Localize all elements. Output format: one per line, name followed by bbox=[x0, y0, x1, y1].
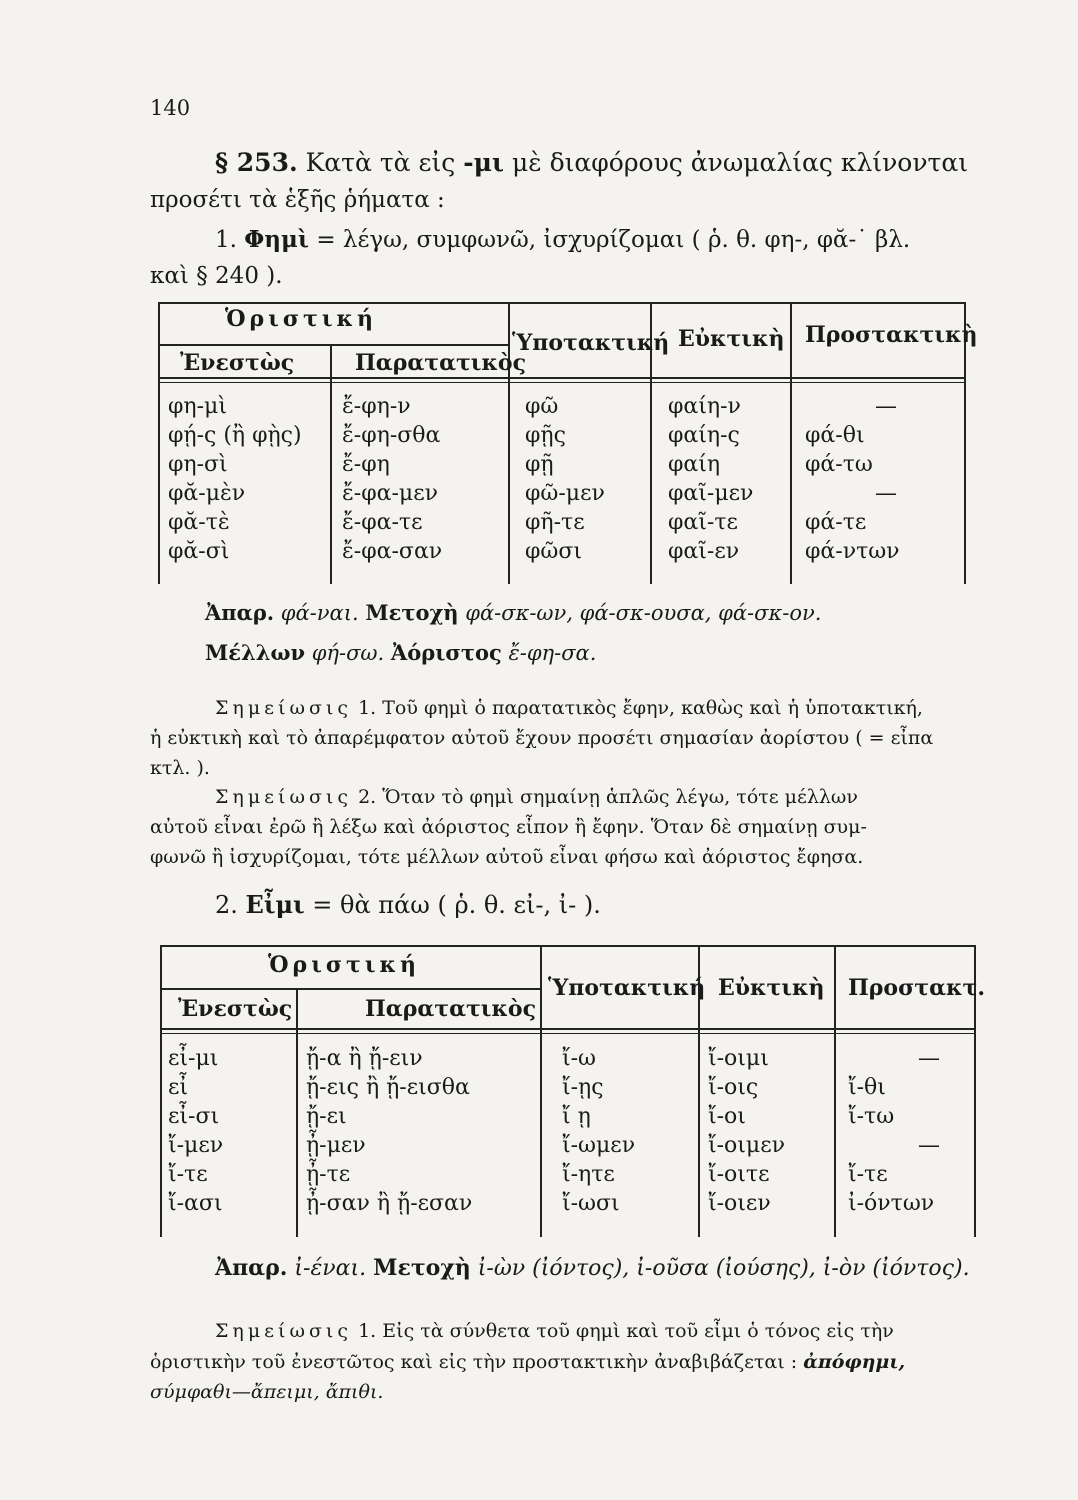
table2-cell: εἶ bbox=[168, 1075, 189, 1100]
verb1-gloss-line2: καὶ § 240 ). bbox=[150, 263, 283, 289]
section-intro-b: μὲ διαφόρους ἀνωμαλίας κλίνονται bbox=[511, 148, 969, 177]
table1-cell: φαίη bbox=[668, 452, 721, 477]
verb1-mellon-label: Μέλλων bbox=[205, 640, 306, 665]
notes1-n2-num: 2. bbox=[358, 786, 377, 808]
verb2-gloss: = θὰ πάω ( ῥ. θ. εἰ-, ἰ- ). bbox=[312, 891, 601, 919]
notes1-n2-line3: φωνῶ ἢ ἰσχυρίζομαι, τότε μέλλων αὐτοῦ εἶναι φήσω καὶ ἀόριστος ἔφησα. bbox=[150, 846, 864, 868]
table2-cell: ἴ-ωσι bbox=[562, 1191, 620, 1216]
table2-cell: ἴ-ωμεν bbox=[562, 1133, 636, 1158]
notes1-label-2: Σημείωσις bbox=[215, 786, 353, 808]
verb1-aoristos-label: Ἀόριστος bbox=[390, 640, 502, 665]
table1-header-enestos: Ἐνεστὼς bbox=[180, 350, 295, 376]
notes2-n1-examples: ἀπόφημι, bbox=[803, 1351, 906, 1373]
table1-cell: ἔ-φη-ν bbox=[342, 394, 411, 419]
table1-cell: ἔ-φη-σθα bbox=[342, 423, 441, 448]
table1-cell: ἔ-φα-τε bbox=[342, 510, 423, 535]
table1-header-euktiki: Εὐκτικὴ bbox=[678, 326, 785, 352]
table1-cell: φά-τε bbox=[805, 510, 867, 535]
notes2-n1-line1 bbox=[215, 1320, 894, 1342]
table2-cell: ἴ-ω bbox=[562, 1046, 596, 1071]
verb1-gloss: = λέγω, συμφωνῶ, ἰσχυρίζομαι ( ῥ. θ. φη-, φᾰ-˙ βλ. bbox=[316, 227, 911, 253]
notes1-n2-text1: Ὅταν τὸ φημὶ σημαίνῃ ἁπλῶς λέγω, τότε μέλλων bbox=[382, 786, 858, 808]
table1-cell: φαῖ-μεν bbox=[668, 481, 754, 506]
section-intro-a: Κατὰ τὰ εἰς bbox=[305, 148, 456, 177]
table1-cell: φά-θι bbox=[805, 423, 865, 448]
notes2-n1-text2: ὁριστικὴν τοῦ ἐνεστῶτος καὶ εἰς τὴν προστακτικὴν ἀναβιβάζεται : bbox=[150, 1351, 798, 1373]
table1-cell: φῶ bbox=[525, 394, 559, 419]
notes1-n1-text1: Τοῦ φημὶ ὁ παρατατικὸς ἔφην, καθὼς καὶ ἡ ὑποτακτική, bbox=[382, 697, 923, 719]
table2-cell: ᾖ-μεν bbox=[306, 1133, 366, 1158]
table1-cell: φῄ-ς (ἢ φῂς) bbox=[168, 423, 302, 448]
table2-cell: ἴ-οι bbox=[708, 1104, 746, 1129]
table2-cell: ᾖ-σαν ἢ ᾔ-εσαν bbox=[306, 1191, 473, 1216]
notes1-n1-line3: κτλ. ). bbox=[150, 757, 210, 779]
table1-cell: φαίη-ν bbox=[668, 394, 741, 419]
verb2-apar-label: Ἀπαρ. bbox=[215, 1255, 288, 1281]
verb2-apar: ἰ-έναι. bbox=[294, 1256, 367, 1281]
section-intro-line2: προσέτι τὰ ἑξῆς ῥήματα : bbox=[150, 187, 445, 213]
table2-cell: ἴ-οιμι bbox=[708, 1046, 769, 1071]
table1-cell: φη-μὶ bbox=[168, 394, 227, 419]
table2-cell: ᾖ-τε bbox=[306, 1162, 351, 1187]
table2-cell: ἴ-οιεν bbox=[708, 1191, 771, 1216]
verb2-metoxi: ἰ-ὼν (ἰόντος), ἰ-οῦσα (ἰούσης), ἰ-ὸν (ἰόντος). bbox=[477, 1256, 970, 1281]
table1-header-paratatikos: Παρατατικὸς bbox=[355, 350, 527, 376]
table1-cell: — bbox=[875, 481, 897, 506]
table2-cell: ἴ-οιτε bbox=[708, 1162, 770, 1187]
table2-cell: ἴ-θι bbox=[848, 1075, 886, 1100]
verb1-metoxi: φά-σκ-ων, φά-σκ-ουσα, φά-σκ-ον. bbox=[465, 601, 822, 625]
table1-cell: ἔ-φα-σαν bbox=[342, 539, 443, 564]
table1-cell: — bbox=[875, 394, 897, 419]
table2-cell: ἴ ῃ bbox=[562, 1104, 591, 1129]
table1-cell: φᾰ-μὲν bbox=[168, 481, 246, 506]
table2-header-prostakt: Προστακτ. bbox=[848, 975, 985, 1001]
table2-cell: ἴ-οις bbox=[708, 1075, 759, 1100]
table1-cell: φᾰ-σὶ bbox=[168, 539, 230, 564]
verb2-metoxi-label: Μετοχὴ bbox=[373, 1255, 471, 1281]
section-number: § 253. bbox=[215, 148, 298, 177]
table1-cell: φᾰ-τὲ bbox=[168, 510, 230, 535]
verb1-apar-label: Ἀπαρ. bbox=[205, 600, 275, 625]
table2-cell: ἴ-ασι bbox=[168, 1191, 223, 1216]
verb2-lemma: Εἶμι bbox=[245, 890, 305, 919]
table2-cell: — bbox=[918, 1046, 940, 1071]
notes1-label: Σημείωσις bbox=[215, 697, 353, 719]
table1-cell: φῇ bbox=[525, 452, 554, 477]
verb1-lemma: Φημὶ bbox=[244, 226, 309, 253]
table1-cell: φαῖ-εν bbox=[668, 539, 740, 564]
table2-cell: ἴ-μεν bbox=[168, 1133, 224, 1158]
table2-cell: ἰ-όντων bbox=[848, 1191, 935, 1216]
table2-cell: ἴ-τε bbox=[848, 1162, 888, 1187]
table2-cell: ἴ-ητε bbox=[562, 1162, 615, 1187]
table1-group-header: Ὁριστική bbox=[225, 306, 377, 332]
verb1-mellon: φή-σω. bbox=[311, 641, 385, 665]
page-number: 140 bbox=[150, 96, 191, 120]
notes2-n1-num: 1. bbox=[358, 1320, 377, 1342]
verb1-aoristos: ἔ-φη-σα. bbox=[508, 641, 597, 665]
table1-cell: ἔ-φη bbox=[342, 452, 390, 477]
table2-cell: ᾔ-εις ἢ ᾔ-εισθα bbox=[306, 1075, 470, 1100]
table2-cell: ᾔ-α ἢ ᾔ-ειν bbox=[306, 1046, 423, 1071]
section-heading bbox=[215, 148, 968, 177]
table2-cell: εἶ-μι bbox=[168, 1046, 219, 1071]
table1-cell: φῆ-τε bbox=[525, 510, 585, 535]
table1-cell: φη-σὶ bbox=[168, 452, 228, 477]
verb1-forms-line2 bbox=[205, 640, 596, 665]
section-intro-mi: -μι bbox=[463, 148, 504, 177]
table2-cell: ἴ-τω bbox=[848, 1104, 895, 1129]
table1-cell: ἔ-φα-μεν bbox=[342, 481, 439, 506]
table1-cell: φῶσι bbox=[525, 539, 582, 564]
table2-header-enestos: Ἐνεστὼς bbox=[178, 996, 293, 1022]
notes1-n1-num: 1. bbox=[358, 697, 377, 719]
table2-header-euktiki: Εὐκτικὴ bbox=[718, 975, 825, 1001]
notes1-n1-line1 bbox=[215, 697, 923, 719]
notes2-n1-line3: σύμφαθι—ἄπειμι, ἄπιθι. bbox=[150, 1381, 384, 1403]
table2-cell: εἶ-σι bbox=[168, 1104, 220, 1129]
verb1-forms-line1 bbox=[205, 600, 821, 625]
verb1-heading bbox=[215, 226, 910, 253]
table2-cell: ᾔ-ει bbox=[306, 1104, 347, 1129]
verb1-number: 1. bbox=[215, 227, 237, 253]
notes2-n1-text1: Εἰς τὰ σύνθετα τοῦ φημὶ καὶ τοῦ εἶμι ὁ τόνος εἰς τὴν bbox=[382, 1320, 894, 1342]
table2-cell: ἴ-ῃς bbox=[562, 1075, 604, 1100]
table2-header-ypotaktiki: Ὑποτακτική bbox=[548, 975, 706, 1001]
table1-cell: φαίη-ς bbox=[668, 423, 740, 448]
table1-cell: φῇς bbox=[525, 423, 566, 448]
verb1-apar: φά-ναι. bbox=[280, 601, 359, 625]
notes2-n1-line2 bbox=[150, 1351, 905, 1373]
table1-cell: φαῖ-τε bbox=[668, 510, 738, 535]
table2-header-paratatikos: Παρατατικὸς bbox=[365, 996, 537, 1022]
table2-cell: — bbox=[918, 1133, 940, 1158]
table1-header-prostaktiki: Προστακτικὴ bbox=[805, 322, 978, 348]
notes1-n2-line1 bbox=[215, 786, 858, 808]
verb2-forms-line bbox=[215, 1255, 970, 1281]
verb2-number: 2. bbox=[215, 891, 238, 919]
verb2-heading bbox=[215, 890, 601, 919]
table2-cell: ἴ-οιμεν bbox=[708, 1133, 785, 1158]
notes1-n2-line2: αὐτοῦ εἶναι ἐρῶ ἢ λέξω καὶ ἀόριστος εἶπον ἢ ἔφην. Ὅταν δὲ σημαίνῃ συμ- bbox=[150, 816, 867, 838]
verb1-metoxi-label: Μετοχὴ bbox=[365, 600, 459, 625]
table1-cell: φά-τω bbox=[805, 452, 873, 477]
table2-cell: ἴ-τε bbox=[168, 1162, 208, 1187]
table1-cell: φῶ-μεν bbox=[525, 481, 605, 506]
table2-group-header: Ὁριστική bbox=[268, 952, 420, 978]
table1-header-ypotaktiki: Ὑποτακτική bbox=[512, 330, 670, 356]
notes2-label: Σημείωσις bbox=[215, 1320, 353, 1342]
table1-cell: φά-ντων bbox=[805, 539, 900, 564]
notes1-n1-line2: ἡ εὐκτικὴ καὶ τὸ ἀπαρέμφατον αὐτοῦ ἔχουν προσέτι σημασίαν ἀορίστου ( = εἶπα bbox=[150, 727, 934, 749]
